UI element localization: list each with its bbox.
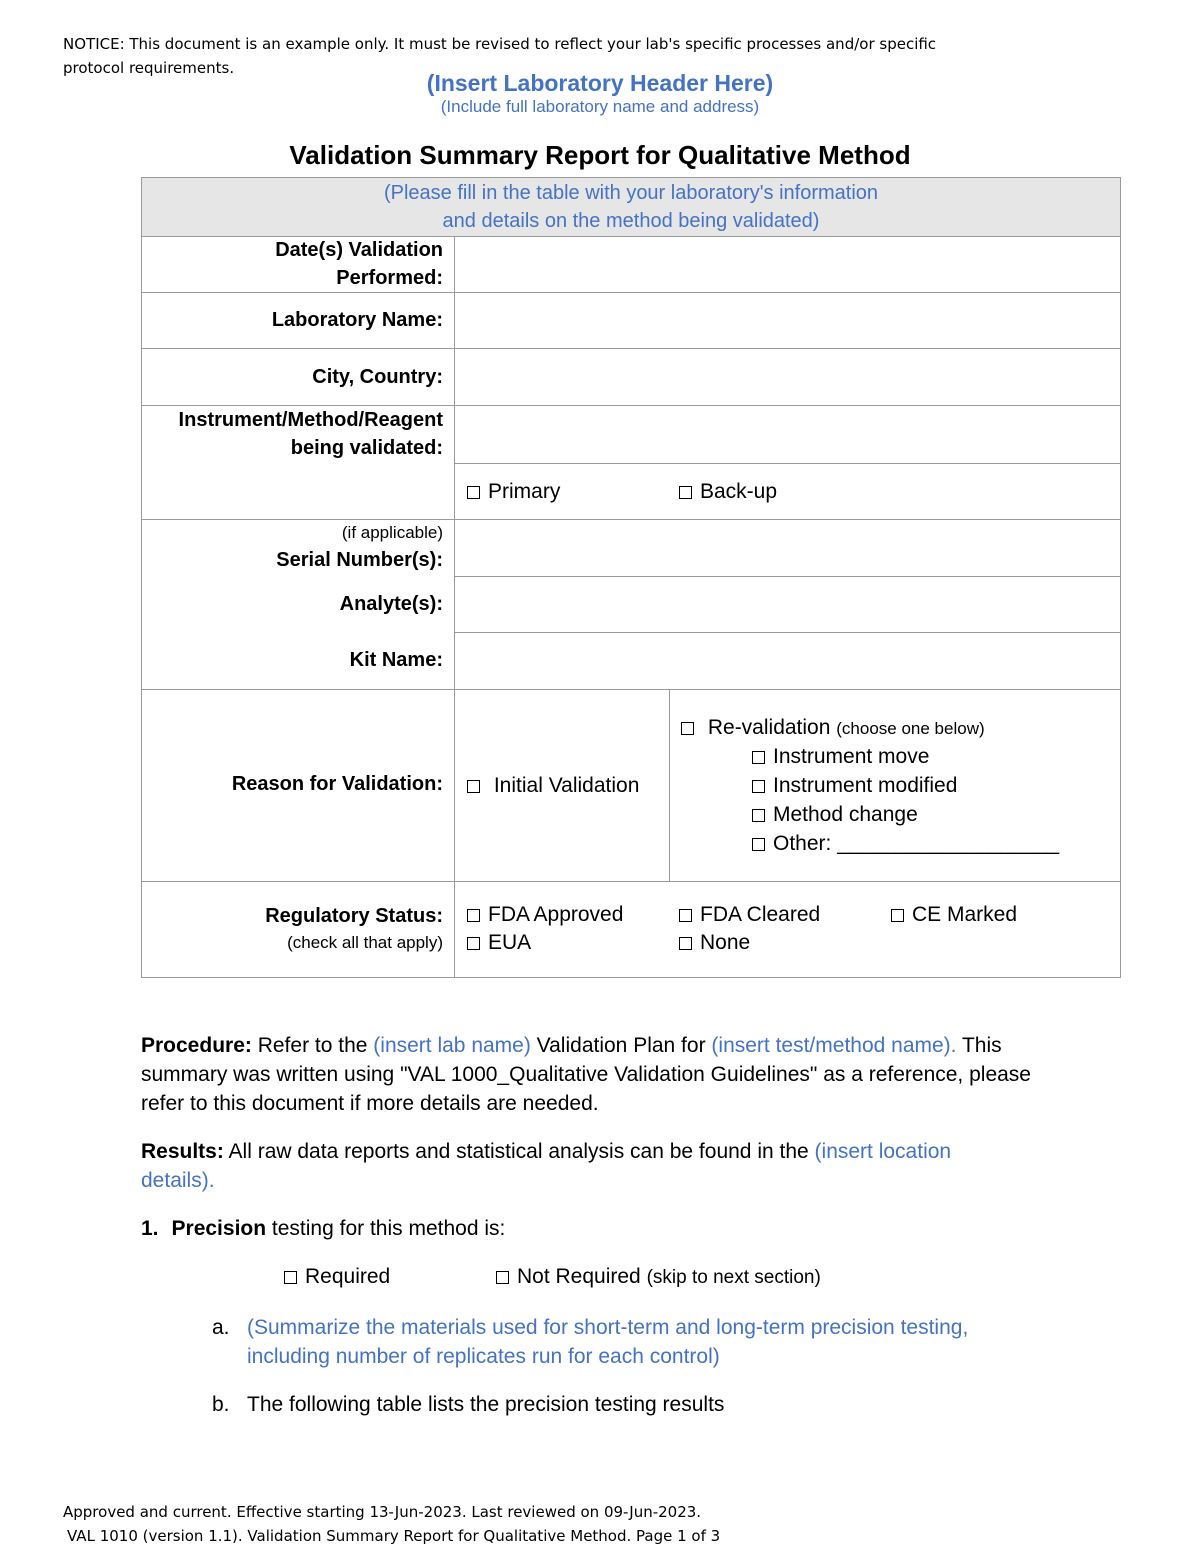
precision-label: Precision	[171, 1217, 267, 1240]
instrument-modified-label: Instrument modified	[773, 774, 958, 797]
lab-header-title: (Insert Laboratory Header Here)	[426, 70, 774, 96]
precision-results-intro: The following table lists the precision testing results	[247, 1393, 725, 1416]
skip-note: (skip to next section)	[646, 1267, 821, 1288]
analytes-field[interactable]	[456, 578, 1119, 631]
instrument-method-label	[179, 406, 443, 462]
document-title: Validation Summary Report for Qualitative Method	[289, 140, 911, 170]
checkbox-icon	[752, 809, 765, 822]
checkbox-icon	[467, 909, 480, 922]
dates-label-line-2: Performed:	[336, 267, 443, 289]
footer-approval: Approved and current. Effective starting 13-Jun-2023. Last reviewed on 09-Jun-2023.	[63, 1503, 702, 1521]
checkbox-icon	[679, 486, 692, 499]
kit-name-field[interactable]	[456, 634, 1119, 688]
checkbox-icon	[752, 780, 765, 793]
revalidation-label: Re-validation	[707, 716, 831, 739]
eua-checkbox[interactable]	[467, 928, 531, 957]
instrument-modified-checkbox[interactable]	[752, 771, 957, 800]
laboratory-name-field[interactable]	[456, 294, 1119, 347]
insert-location-placeholder: (insert location details).	[141, 1140, 952, 1192]
city-country-label: City, Country:	[312, 366, 443, 388]
method-change-checkbox[interactable]	[752, 800, 918, 829]
backup-checkbox[interactable]	[679, 477, 777, 506]
checkbox-icon	[467, 486, 480, 499]
initial-validation-checkbox[interactable]	[467, 771, 639, 800]
summary-materials-placeholder: (Summarize the materials used for short-term and long-term precision testing, including number of replicates run for each control)	[247, 1316, 969, 1368]
results-label: Results:	[141, 1140, 224, 1163]
dates-performed-field[interactable]	[456, 238, 1119, 291]
city-country-field[interactable]	[456, 350, 1119, 404]
checkbox-icon	[679, 909, 692, 922]
checkbox-icon	[467, 937, 480, 950]
instructions-line-2: and details on the method being validated)	[442, 210, 820, 232]
regulatory-status-note: (check all that apply)	[287, 933, 443, 952]
procedure-label: Procedure:	[141, 1034, 252, 1057]
instrument-method-field[interactable]	[456, 407, 1119, 462]
primary-label: Primary	[488, 480, 561, 503]
precision-heading	[141, 1214, 1071, 1243]
instrument-move-checkbox[interactable]	[752, 742, 929, 771]
procedure-text-3: This summary was written using "VAL 1000_Qualitative Validation Guidelines" as a reference, please refer to this document if more details are needed.	[141, 1034, 1031, 1115]
procedure-text-2: Validation Plan for	[530, 1034, 712, 1057]
none-label: None	[700, 931, 751, 954]
revalidation-checkbox[interactable]	[681, 713, 985, 743]
checkbox-icon	[752, 838, 765, 851]
if-applicable-note: (if applicable)	[341, 523, 443, 542]
serial-numbers-label: Serial Number(s):	[276, 549, 443, 571]
checkbox-icon	[467, 780, 480, 793]
lab-header-subtitle: (Include full laboratory name and address)	[440, 97, 760, 116]
fda-cleared-checkbox[interactable]	[679, 900, 820, 929]
list-marker-b: b.	[212, 1393, 230, 1416]
list-marker-a: a.	[212, 1316, 230, 1339]
revalidation-note: (choose one below)	[836, 719, 985, 738]
ce-marked-label: CE Marked	[912, 903, 1018, 926]
dates-label-line-1: Date(s) Validation	[275, 239, 443, 261]
instrument-label-line-2: being validated:	[290, 437, 443, 459]
instructions-line-1: (Please fill in the table with your laboratory's information	[383, 182, 879, 204]
results-text: All raw data reports and statistical analysis can be found in the	[223, 1140, 815, 1163]
instructions-row	[141, 177, 1121, 237]
procedure-text-1: Refer to the	[251, 1034, 374, 1057]
fda-approved-checkbox[interactable]	[467, 900, 623, 929]
insert-method-name-placeholder: (insert test/method name).	[711, 1034, 957, 1057]
precision-not-required-checkbox[interactable]	[496, 1262, 821, 1292]
procedure-paragraph	[141, 1031, 1071, 1118]
checkbox-icon	[679, 937, 692, 950]
checkbox-icon	[681, 722, 694, 735]
initial-validation-label: Initial Validation	[493, 774, 640, 797]
checkbox-icon	[891, 909, 904, 922]
required-label: Required	[305, 1265, 391, 1288]
instrument-label-line-1: Instrument/Method/Reagent	[178, 409, 443, 431]
checkbox-icon	[496, 1271, 509, 1284]
section-number: 1.	[141, 1217, 159, 1240]
backup-label: Back-up	[700, 480, 778, 503]
fda-cleared-label: FDA Cleared	[700, 903, 821, 926]
analytes-label: Analyte(s):	[339, 593, 443, 615]
not-required-label: Not Required	[517, 1265, 641, 1288]
eua-label: EUA	[488, 931, 532, 954]
checkbox-icon	[284, 1271, 297, 1284]
notice-text: NOTICE: This document is an example only. It must be revised to reflect your lab's specific processes and/or specific protocol requirements.	[63, 35, 937, 77]
primary-checkbox[interactable]	[467, 477, 560, 506]
precision-text: testing for this method is:	[266, 1217, 506, 1240]
kit-name-label: Kit Name:	[349, 649, 443, 671]
laboratory-name-label: Laboratory Name:	[271, 309, 443, 331]
method-change-label: Method change	[773, 803, 918, 826]
reason-for-validation-label: Reason for Validation:	[231, 773, 443, 795]
none-checkbox[interactable]	[679, 928, 750, 957]
checkbox-icon	[752, 751, 765, 764]
insert-lab-name-placeholder: (insert lab name)	[373, 1034, 531, 1057]
ce-marked-checkbox[interactable]	[891, 900, 1017, 929]
precision-required-checkbox[interactable]	[284, 1262, 390, 1291]
fda-approved-label: FDA Approved	[488, 903, 624, 926]
other-label: Other: ___________________	[773, 832, 1060, 855]
dates-performed-label	[275, 236, 443, 292]
regulatory-status-label: Regulatory Status:	[265, 905, 443, 927]
footer-document-id: VAL 1010 (version 1.1). Validation Summary Report for Qualitative Method. Page 1 of 3	[67, 1527, 721, 1545]
other-checkbox[interactable]	[752, 829, 1059, 858]
results-paragraph	[141, 1137, 1001, 1195]
serial-numbers-field[interactable]	[456, 521, 1119, 575]
instrument-move-label: Instrument move	[773, 745, 930, 768]
